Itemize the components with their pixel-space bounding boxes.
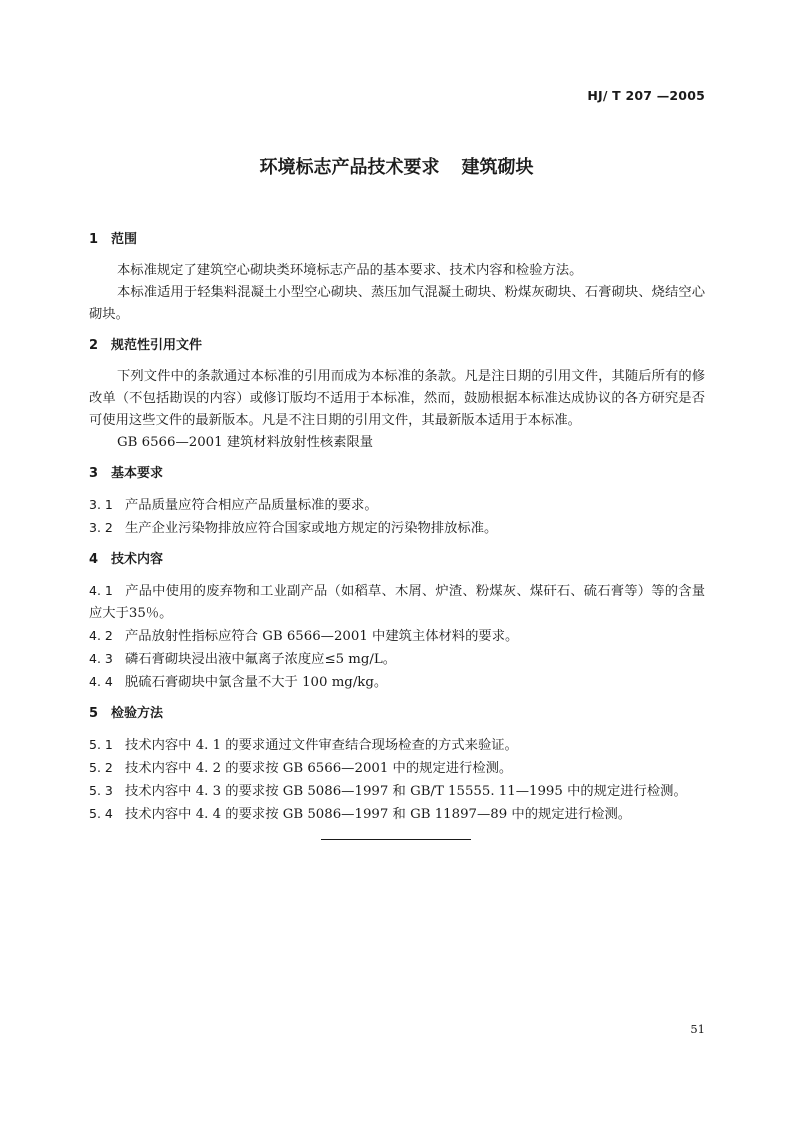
clause-text: 产品放射性指标应符合 GB 6566—2001 中建筑主体材料的要求。 bbox=[125, 629, 519, 644]
section-title: 规范性引用文件 bbox=[111, 338, 203, 353]
section-number: 5 bbox=[89, 706, 99, 721]
clause-item bbox=[89, 803, 705, 826]
clause-item bbox=[89, 580, 705, 625]
clause-text: 生产企业污染物排放应符合国家或地方规定的污染物排放标准。 bbox=[125, 521, 498, 536]
title-part-1: 环境标志产品技术要求 bbox=[259, 157, 440, 178]
clause-number: 4. 3 bbox=[89, 651, 113, 666]
clause-number: 5. 3 bbox=[89, 783, 113, 798]
clause-text: 技术内容中 4. 4 的要求按 GB 5086—1997 和 GB 11897—89 中的规定进行检测。 bbox=[125, 807, 632, 822]
clause-number: 5. 4 bbox=[89, 806, 113, 821]
section-number: 1 bbox=[89, 232, 99, 247]
paragraph: 本标准规定了建筑空心砌块类环境标志产品的基本要求、技术内容和检验方法。 bbox=[117, 263, 583, 278]
section-heading-normative-references bbox=[89, 335, 705, 357]
clause-number: 4. 2 bbox=[89, 628, 113, 643]
section-title: 技术内容 bbox=[111, 552, 164, 567]
clause-item bbox=[89, 625, 705, 648]
clause-number: 5. 1 bbox=[89, 737, 113, 752]
clause-number: 5. 2 bbox=[89, 760, 113, 775]
clause-number: 3. 1 bbox=[89, 497, 113, 512]
clause-item bbox=[89, 780, 705, 803]
section-number: 2 bbox=[89, 338, 99, 353]
section-heading-scope bbox=[89, 229, 705, 251]
clause-text: 技术内容中 4. 2 的要求按 GB 6566—2001 中的规定进行检测。 bbox=[125, 761, 513, 776]
end-of-document-rule bbox=[321, 839, 471, 840]
paragraph: 下列文件中的条款通过本标准的引用而成为本标准的条款。凡是注日期的引用文件，其随后所有的修改单（不包括勘误的内容）或修订版均不适用于本标准，然而，鼓励根据本标准达成协议的各方研究是否可使用这些文件的最新版本。凡是不注日期的引用文件，其最新版本适用于本标准。 bbox=[89, 369, 705, 428]
title-part-2: 建筑砌块 bbox=[461, 157, 534, 178]
clause-item bbox=[89, 734, 705, 757]
section-heading-test-methods bbox=[89, 703, 705, 725]
document-body bbox=[89, 229, 705, 826]
section-heading-basic-requirements bbox=[89, 463, 705, 485]
clause-item bbox=[89, 648, 705, 671]
section-number: 3 bbox=[89, 466, 99, 481]
section-title: 基本要求 bbox=[111, 466, 164, 481]
clause-number: 4. 4 bbox=[89, 674, 113, 689]
clause-text: 产品中使用的废弃物和工业副产品（如稻草、木屑、炉渣、粉煤灰、煤矸石、硫石膏等）等的含量应大于35％。 bbox=[89, 584, 705, 621]
clause-text: 技术内容中 4. 3 的要求按 GB 5086—1997 和 GB/T 15555. 11—1995 中的规定进行检测。 bbox=[125, 784, 687, 799]
clause-text: 磷石膏砌块浸出液中氟离子浓度应≤5 mg/L。 bbox=[125, 652, 397, 667]
clause-number: 3. 2 bbox=[89, 520, 113, 535]
section-number: 4 bbox=[89, 552, 99, 567]
clause-item bbox=[89, 757, 705, 780]
paragraph: 本标准适用于轻集料混凝土小型空心砌块、蒸压加气混凝土砌块、粉煤灰砌块、石膏砌块、烧结空心砌块。 bbox=[89, 285, 705, 322]
reference-item: GB 6566—2001 建筑材料放射性核素限量 bbox=[117, 435, 374, 450]
clause-number: 4. 1 bbox=[89, 583, 113, 598]
standard-code: HJ/ T 207 —2005 bbox=[587, 88, 705, 103]
clause-text: 脱硫石膏砌块中氯含量不大于 100 mg/kg。 bbox=[125, 675, 388, 690]
clause-item bbox=[89, 671, 705, 694]
clause-item bbox=[89, 494, 705, 517]
clause-text: 产品质量应符合相应产品质量标准的要求。 bbox=[125, 498, 378, 513]
section-heading-technical-content bbox=[89, 549, 705, 571]
clause-text: 技术内容中 4. 1 的要求通过文件审查结合现场检查的方式来验证。 bbox=[125, 738, 518, 753]
page-number: 51 bbox=[690, 1022, 705, 1036]
section-title: 检验方法 bbox=[111, 706, 164, 721]
clause-item bbox=[89, 517, 705, 540]
document-title bbox=[0, 153, 793, 179]
section-title: 范围 bbox=[111, 232, 138, 247]
